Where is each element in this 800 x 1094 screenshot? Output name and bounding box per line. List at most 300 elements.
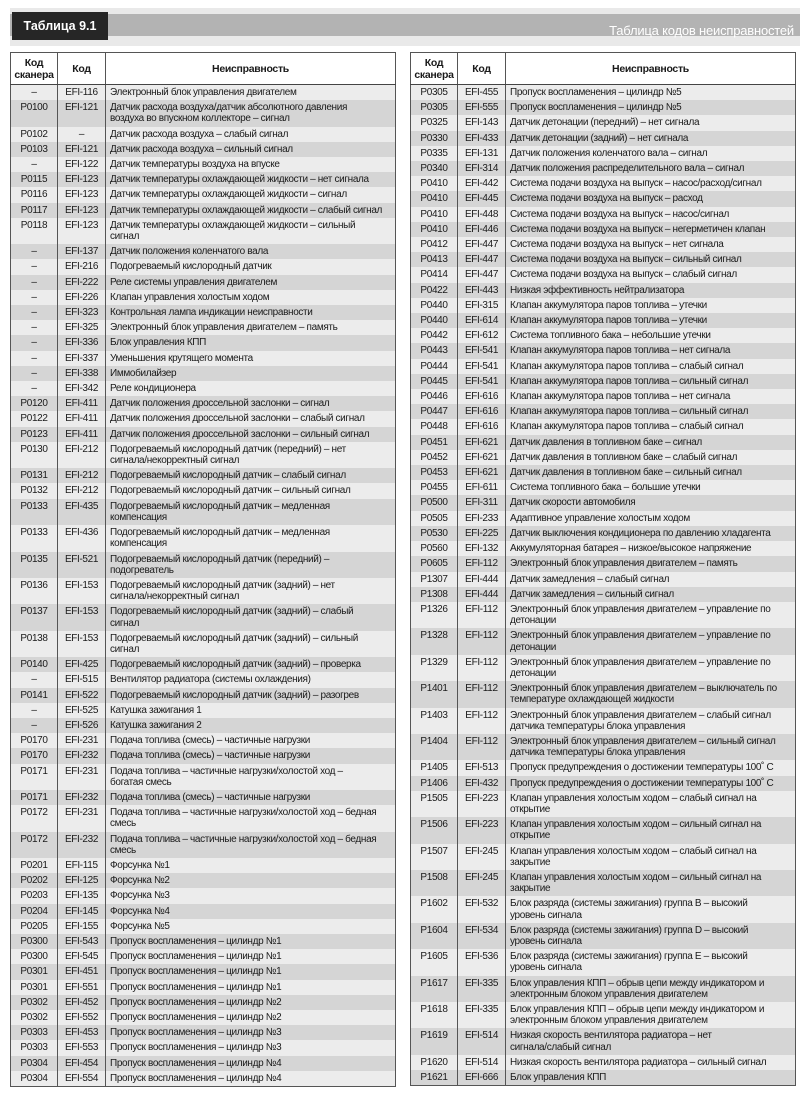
scanner-code-cell: P0448 (411, 419, 458, 434)
code-cell: EFI-614 (458, 313, 506, 328)
scanner-code-cell: P0301 (11, 964, 58, 979)
code-cell: EFI-123 (58, 172, 106, 187)
table-row (411, 404, 796, 419)
table-row (11, 805, 396, 831)
fault-description-cell: Пропуск воспламенения – цилиндр №5 (506, 85, 796, 101)
table-row (11, 381, 396, 396)
scanner-code-cell: P1506 (411, 817, 458, 843)
scanner-code-cell: P1505 (411, 791, 458, 817)
table-row (411, 85, 796, 101)
scanner-code-cell: P0305 (411, 85, 458, 101)
code-cell: EFI-541 (458, 374, 506, 389)
scanner-code-cell: – (11, 305, 58, 320)
scanner-code-cell: P1307 (411, 572, 458, 587)
fault-description-cell: Пропуск воспламенения – цилиндр №3 (106, 1025, 396, 1040)
scanner-code-cell: P0300 (11, 949, 58, 964)
scanner-code-cell: P1403 (411, 708, 458, 734)
code-cell: EFI-433 (458, 131, 506, 146)
fault-description-cell: Адаптивное управление холостым ходом (506, 511, 796, 526)
scanner-code-cell: – (11, 290, 58, 305)
code-cell: EFI-337 (58, 351, 106, 366)
fault-description-cell: Блок разряда (системы зажигания) группа E – высокий уровень сигнала (506, 949, 796, 975)
table-row (11, 790, 396, 805)
table-row (11, 718, 396, 733)
fault-description-cell: Аккумуляторная батарея – низкое/высокое напряжение (506, 541, 796, 556)
scanner-code-cell: P0201 (11, 858, 58, 873)
fault-description-cell: Электронный блок управления двигателем – слабый сигнал датчика температуры блока управления (506, 708, 796, 734)
code-cell: EFI-112 (458, 602, 506, 628)
code-cell: EFI-451 (58, 964, 106, 979)
table-header-row (411, 53, 796, 85)
code-cell: EFI-245 (458, 844, 506, 870)
code-cell: EFI-112 (458, 708, 506, 734)
fault-description-cell: Подогреваемый кислородный датчик – сильный сигнал (106, 483, 396, 498)
scanner-code-cell: P0303 (11, 1025, 58, 1040)
table-row (411, 776, 796, 791)
table-row (411, 100, 796, 115)
code-cell: EFI-223 (458, 817, 506, 843)
code-cell: EFI-116 (58, 85, 106, 101)
fault-description-cell: Пропуск воспламенения – цилиндр №4 (106, 1056, 396, 1071)
table-row (411, 817, 796, 843)
table-row (411, 572, 796, 587)
scanner-code-cell: – (11, 381, 58, 396)
table-row (411, 298, 796, 313)
table-row (411, 587, 796, 602)
table-row (11, 964, 396, 979)
scanner-code-cell: P0117 (11, 203, 58, 218)
scanner-code-cell: P0133 (11, 499, 58, 525)
fault-description-cell: Клапан управления холостым ходом – слабый сигнал на открытие (506, 791, 796, 817)
table-row (411, 844, 796, 870)
code-cell: EFI-616 (458, 419, 506, 434)
code-cell: EFI-521 (58, 552, 106, 578)
fault-description-cell: Подогреваемый кислородный датчик (задний) – разогрев (106, 688, 396, 703)
code-cell: EFI-122 (58, 157, 106, 172)
scanner-code-cell: P0202 (11, 873, 58, 888)
fault-description-cell: Датчик температуры охлаждающей жидкости – сигнал (106, 187, 396, 202)
table-row (411, 602, 796, 628)
fault-codes-table-right (410, 52, 796, 1086)
code-cell: EFI-232 (58, 748, 106, 763)
table-row (411, 419, 796, 434)
table-row (11, 396, 396, 411)
code-cell: EFI-452 (58, 995, 106, 1010)
table-row (411, 495, 796, 510)
fault-description-cell: Пропуск воспламенения – цилиндр №1 (106, 964, 396, 979)
scanner-code-cell: P0443 (411, 343, 458, 358)
fault-description-cell: Клапан аккумулятора паров топлива – слабый сигнал (506, 359, 796, 374)
fault-description-cell: Клапан управления холостым ходом – сильный сигнал на открытие (506, 817, 796, 843)
scanner-code-cell: P1329 (411, 655, 458, 681)
column-header-scanner-code: Код сканера (11, 53, 58, 85)
table-row (11, 320, 396, 335)
scanner-code-cell: P0205 (11, 919, 58, 934)
scanner-code-cell: P0302 (11, 995, 58, 1010)
scanner-code-cell: P0560 (411, 541, 458, 556)
fault-description-cell: Пропуск воспламенения – цилиндр №1 (106, 980, 396, 995)
table-row (411, 681, 796, 707)
table-row (11, 1071, 396, 1087)
fault-description-cell: Датчик расхода воздуха/датчик абсолютного давления воздуха во впускном коллекторе – сигнал (106, 100, 396, 126)
table-row (411, 708, 796, 734)
scanner-code-cell: P1404 (411, 734, 458, 760)
scanner-code-cell: P0172 (11, 832, 58, 858)
table-row (411, 328, 796, 343)
scanner-code-cell: P1604 (411, 923, 458, 949)
fault-description-cell: Подача топлива – частичные нагрузки/холостой ход – бедная смесь (106, 805, 396, 831)
fault-description-cell: Катушка зажигания 1 (106, 703, 396, 718)
code-cell: EFI-112 (458, 556, 506, 571)
table-row (11, 703, 396, 718)
code-cell: EFI-411 (58, 427, 106, 442)
scanner-code-cell: P1605 (411, 949, 458, 975)
scanner-code-cell: P0103 (11, 142, 58, 157)
fault-description-cell: Уменьшения крутящего момента (106, 351, 396, 366)
code-cell: EFI-112 (458, 681, 506, 707)
code-cell: EFI-543 (58, 934, 106, 949)
table-row (11, 499, 396, 525)
table-row (411, 1070, 796, 1086)
fault-description-cell: Клапан аккумулятора паров топлива – утечки (506, 313, 796, 328)
scanner-code-cell: P0133 (11, 525, 58, 551)
fault-description-cell: Пропуск воспламенения – цилиндр №1 (106, 949, 396, 964)
scanner-code-cell: P0446 (411, 389, 458, 404)
fault-description-cell: Катушка зажигания 2 (106, 718, 396, 733)
fault-description-cell: Иммобилайзер (106, 366, 396, 381)
scanner-code-cell: P1619 (411, 1028, 458, 1054)
table-row (11, 172, 396, 187)
table-row (411, 791, 796, 817)
fault-description-cell: Блок управления КПП (106, 335, 396, 350)
scanner-code-cell: P0102 (11, 127, 58, 142)
table-row (11, 142, 396, 157)
table-row (411, 465, 796, 480)
scanner-code-cell: P0455 (411, 480, 458, 495)
table-row (411, 450, 796, 465)
table-row (11, 244, 396, 259)
scanner-code-cell: P0300 (11, 934, 58, 949)
fault-description-cell: Пропуск воспламенения – цилиндр №3 (106, 1040, 396, 1055)
fault-description-cell: Блок управления КПП – обрыв цепи между индикатором и электронным блоком управления двигателем (506, 976, 796, 1002)
table-row (411, 237, 796, 252)
fault-description-cell: Система подачи воздуха на выпуск – слабый сигнал (506, 267, 796, 282)
code-cell: EFI-445 (458, 191, 506, 206)
code-cell: EFI-443 (458, 283, 506, 298)
fault-description-cell: Клапан аккумулятора паров топлива – слабый сигнал (506, 419, 796, 434)
table-row (11, 980, 396, 995)
scanner-code-cell: – (11, 320, 58, 335)
code-cell: EFI-311 (458, 495, 506, 510)
scanner-code-cell: P0172 (11, 805, 58, 831)
code-cell: EFI-411 (58, 411, 106, 426)
fault-description-cell: Подогреваемый кислородный датчик – слабый сигнал (106, 468, 396, 483)
scanner-code-cell: P0303 (11, 1040, 58, 1055)
scanner-code-cell: P0325 (411, 115, 458, 130)
code-cell: EFI-153 (58, 578, 106, 604)
scanner-code-cell: P0451 (411, 435, 458, 450)
fault-description-cell: Форсунка №3 (106, 888, 396, 903)
code-cell: EFI-123 (58, 218, 106, 244)
table-row (11, 578, 396, 604)
code-cell: EFI-442 (458, 176, 506, 191)
scanner-code-cell: P0118 (11, 218, 58, 244)
fault-description-cell: Датчик замедления – слабый сигнал (506, 572, 796, 587)
scanner-code-cell: P0413 (411, 252, 458, 267)
code-cell: EFI-447 (458, 252, 506, 267)
code-cell: EFI-515 (58, 672, 106, 687)
table-row (411, 146, 796, 161)
code-cell: EFI-216 (58, 259, 106, 274)
table-row (411, 176, 796, 191)
code-cell: EFI-145 (58, 904, 106, 919)
table-row (11, 203, 396, 218)
fault-description-cell: Датчик выключения кондиционера по давлению хладагента (506, 526, 796, 541)
scanner-code-cell: P0440 (411, 298, 458, 313)
fault-description-cell: Система топливного бака – большие утечки (506, 480, 796, 495)
code-cell: EFI-231 (58, 805, 106, 831)
table-row (11, 127, 396, 142)
code-cell: EFI-621 (458, 465, 506, 480)
table-row (11, 657, 396, 672)
fault-description-cell: Клапан аккумулятора паров топлива – сильный сигнал (506, 374, 796, 389)
table-row (411, 131, 796, 146)
code-cell: EFI-454 (58, 1056, 106, 1071)
scanner-code-cell: P0410 (411, 191, 458, 206)
column-header-fault: Неисправность (106, 53, 396, 85)
scanner-code-cell: P0203 (11, 888, 58, 903)
table-row (11, 427, 396, 442)
scanner-code-cell: P0505 (411, 511, 458, 526)
table-row (11, 631, 396, 657)
table-row (11, 366, 396, 381)
table-row (411, 949, 796, 975)
code-cell: EFI-551 (58, 980, 106, 995)
code-cell: EFI-555 (458, 100, 506, 115)
fault-description-cell: Клапан аккумулятора паров топлива – сильный сигнал (506, 404, 796, 419)
scanner-code-cell: – (11, 703, 58, 718)
code-cell: EFI-132 (458, 541, 506, 556)
fault-description-cell: Датчик расхода воздуха – слабый сигнал (106, 127, 396, 142)
table-banner (10, 8, 800, 46)
scanner-code-cell: P0410 (411, 222, 458, 237)
fault-description-cell: Подача топлива (смесь) – частичные нагрузки (106, 748, 396, 763)
table-row (11, 305, 396, 320)
fault-description-cell: Контрольная лампа индикации неисправности (106, 305, 396, 320)
table-row (11, 85, 396, 101)
scanner-code-cell: P0170 (11, 748, 58, 763)
code-cell: EFI-123 (58, 187, 106, 202)
table-row (11, 748, 396, 763)
scanner-code-cell: P0120 (11, 396, 58, 411)
table-row (411, 734, 796, 760)
table-row (411, 161, 796, 176)
scanner-code-cell: P0140 (11, 657, 58, 672)
fault-description-cell: Низкая скорость вентилятора радиатора – сильный сигнал (506, 1055, 796, 1070)
table-row (11, 873, 396, 888)
fault-description-cell: Датчик положения распределительного вала – сигнал (506, 161, 796, 176)
table-row (11, 1010, 396, 1025)
table-row (411, 1002, 796, 1028)
table-row (411, 389, 796, 404)
fault-description-cell: Вентилятор радиатора (системы охлаждения) (106, 672, 396, 687)
code-cell: EFI-123 (58, 203, 106, 218)
table-row (11, 442, 396, 468)
fault-description-cell: Пропуск воспламенения – цилиндр №2 (106, 995, 396, 1010)
table-row (411, 313, 796, 328)
fault-description-cell: Датчик давления в топливном баке – сигнал (506, 435, 796, 450)
code-cell: EFI-232 (58, 790, 106, 805)
table-row (11, 187, 396, 202)
code-cell: EFI-137 (58, 244, 106, 259)
table-row (411, 222, 796, 237)
code-cell: EFI-532 (458, 896, 506, 922)
code-cell: EFI-315 (458, 298, 506, 313)
fault-description-cell: Клапан аккумулятора паров топлива – нет сигнала (506, 343, 796, 358)
table-row (11, 100, 396, 126)
table-row (11, 552, 396, 578)
table-row (411, 359, 796, 374)
table-row (411, 435, 796, 450)
code-cell: EFI-342 (58, 381, 106, 396)
code-cell: EFI-616 (458, 404, 506, 419)
fault-description-cell: Форсунка №5 (106, 919, 396, 934)
code-cell: EFI-131 (458, 146, 506, 161)
column-header-code: Код (458, 53, 506, 85)
fault-description-cell: Низкая эффективность нейтрализатора (506, 283, 796, 298)
fault-description-cell: Датчик скорости автомобиля (506, 495, 796, 510)
fault-description-cell: Подогреваемый кислородный датчик (задний) – нет сигнала/некорректный сигнал (106, 578, 396, 604)
table-row (11, 483, 396, 498)
fault-description-cell: Подогреваемый кислородный датчик (задний) – сильный сигнал (106, 631, 396, 657)
scanner-code-cell: P0130 (11, 442, 58, 468)
code-cell: EFI-534 (458, 923, 506, 949)
code-cell: EFI-323 (58, 305, 106, 320)
column-header-scanner-code: Код сканера (411, 53, 458, 85)
table-row (411, 115, 796, 130)
scanner-code-cell: P0301 (11, 980, 58, 995)
table-row (11, 218, 396, 244)
fault-description-cell: Подача топлива – частичные нагрузки/холостой ход – бедная смесь (106, 832, 396, 858)
fault-description-cell: Датчик температуры охлаждающей жидкости – нет сигнала (106, 172, 396, 187)
table-row (11, 275, 396, 290)
fault-description-cell: Реле системы управления двигателем (106, 275, 396, 290)
scanner-code-cell: P0304 (11, 1056, 58, 1071)
table-row (411, 896, 796, 922)
scanner-code-cell: P0530 (411, 526, 458, 541)
code-cell: EFI-325 (58, 320, 106, 335)
table-row (11, 888, 396, 903)
fault-description-cell: Клапан аккумулятора паров топлива – нет сигнала (506, 389, 796, 404)
fault-description-cell: Датчик детонации (задний) – нет сигнала (506, 131, 796, 146)
code-cell: EFI-155 (58, 919, 106, 934)
code-cell: EFI-335 (458, 976, 506, 1002)
code-cell: EFI-545 (58, 949, 106, 964)
scanner-code-cell: P1507 (411, 844, 458, 870)
table-row (411, 191, 796, 206)
scanner-code-cell: P1621 (411, 1070, 458, 1086)
code-cell: EFI-112 (458, 628, 506, 654)
fault-description-cell: Подача топлива (смесь) – частичные нагрузки (106, 790, 396, 805)
code-cell: EFI-553 (58, 1040, 106, 1055)
code-cell: EFI-121 (58, 142, 106, 157)
table-row (411, 374, 796, 389)
scanner-code-cell: P0116 (11, 187, 58, 202)
code-cell: EFI-153 (58, 604, 106, 630)
fault-description-cell: Низкая скорость вентилятора радиатора – нет сигнала/слабый сигнал (506, 1028, 796, 1054)
table-row (11, 919, 396, 934)
table-row (11, 259, 396, 274)
fault-description-cell: Датчик положения коленчатого вала – сигнал (506, 146, 796, 161)
fault-description-cell: Датчик давления в топливном баке – сильный сигнал (506, 465, 796, 480)
fault-description-cell: Датчик температуры охлаждающей жидкости – слабый сигнал (106, 203, 396, 218)
code-cell: EFI-338 (58, 366, 106, 381)
scanner-code-cell: P0453 (411, 465, 458, 480)
code-cell: EFI-222 (58, 275, 106, 290)
scanner-code-cell: P0410 (411, 207, 458, 222)
fault-description-cell: Система подачи воздуха на выпуск – насос/сигнал (506, 207, 796, 222)
scanner-code-cell: P1617 (411, 976, 458, 1002)
fault-description-cell: Подогреваемый кислородный датчик – медленная компенсация (106, 499, 396, 525)
fault-description-cell: Клапан управления холостым ходом (106, 290, 396, 305)
code-cell: EFI-541 (458, 359, 506, 374)
table-row (411, 870, 796, 896)
fault-description-cell: Электронный блок управления двигателем (106, 85, 396, 101)
table-row (11, 995, 396, 1010)
code-cell: EFI-115 (58, 858, 106, 873)
table-row (411, 511, 796, 526)
scanner-code-cell: P0141 (11, 688, 58, 703)
scanner-code-cell: P0440 (411, 313, 458, 328)
code-cell: EFI-121 (58, 100, 106, 126)
fault-description-cell: Реле кондиционера (106, 381, 396, 396)
code-cell: – (58, 127, 106, 142)
code-cell: EFI-112 (458, 734, 506, 760)
fault-description-cell: Система подачи воздуха на выпуск – сильный сигнал (506, 252, 796, 267)
scanner-code-cell: P0444 (411, 359, 458, 374)
table-row (11, 949, 396, 964)
table-row (411, 1055, 796, 1070)
code-cell: EFI-455 (458, 85, 506, 101)
column-header-code: Код (58, 53, 106, 85)
fault-description-cell: Пропуск воспламенения – цилиндр №1 (106, 934, 396, 949)
code-cell: EFI-514 (458, 1028, 506, 1054)
fault-description-cell: Датчик положения дроссельной заслонки – сигнал (106, 396, 396, 411)
code-cell: EFI-231 (58, 733, 106, 748)
table-row (411, 267, 796, 282)
fault-description-cell: Подогреваемый кислородный датчик (передний) – подогреватель (106, 552, 396, 578)
scanner-code-cell: P0135 (11, 552, 58, 578)
fault-description-cell: Электронный блок управления двигателем – память (106, 320, 396, 335)
code-cell: EFI-513 (458, 760, 506, 775)
scanner-code-cell: P0410 (411, 176, 458, 191)
fault-description-cell: Пропуск воспламенения – цилиндр №4 (106, 1071, 396, 1087)
table-row (411, 207, 796, 222)
code-cell: EFI-223 (458, 791, 506, 817)
code-cell: EFI-552 (58, 1010, 106, 1025)
code-cell: EFI-616 (458, 389, 506, 404)
scanner-code-cell: – (11, 259, 58, 274)
scanner-code-cell: P0100 (11, 100, 58, 126)
table-row (11, 525, 396, 551)
fault-description-cell: Блок разряда (системы зажигания) группа D – высокий уровень сигнала (506, 923, 796, 949)
table-row (411, 252, 796, 267)
table-row (11, 468, 396, 483)
fault-description-cell: Датчик положения дроссельной заслонки – слабый сигнал (106, 411, 396, 426)
code-cell: EFI-554 (58, 1071, 106, 1087)
code-cell: EFI-446 (458, 222, 506, 237)
fault-description-cell: Подогреваемый кислородный датчик (задний) – слабый сигнал (106, 604, 396, 630)
